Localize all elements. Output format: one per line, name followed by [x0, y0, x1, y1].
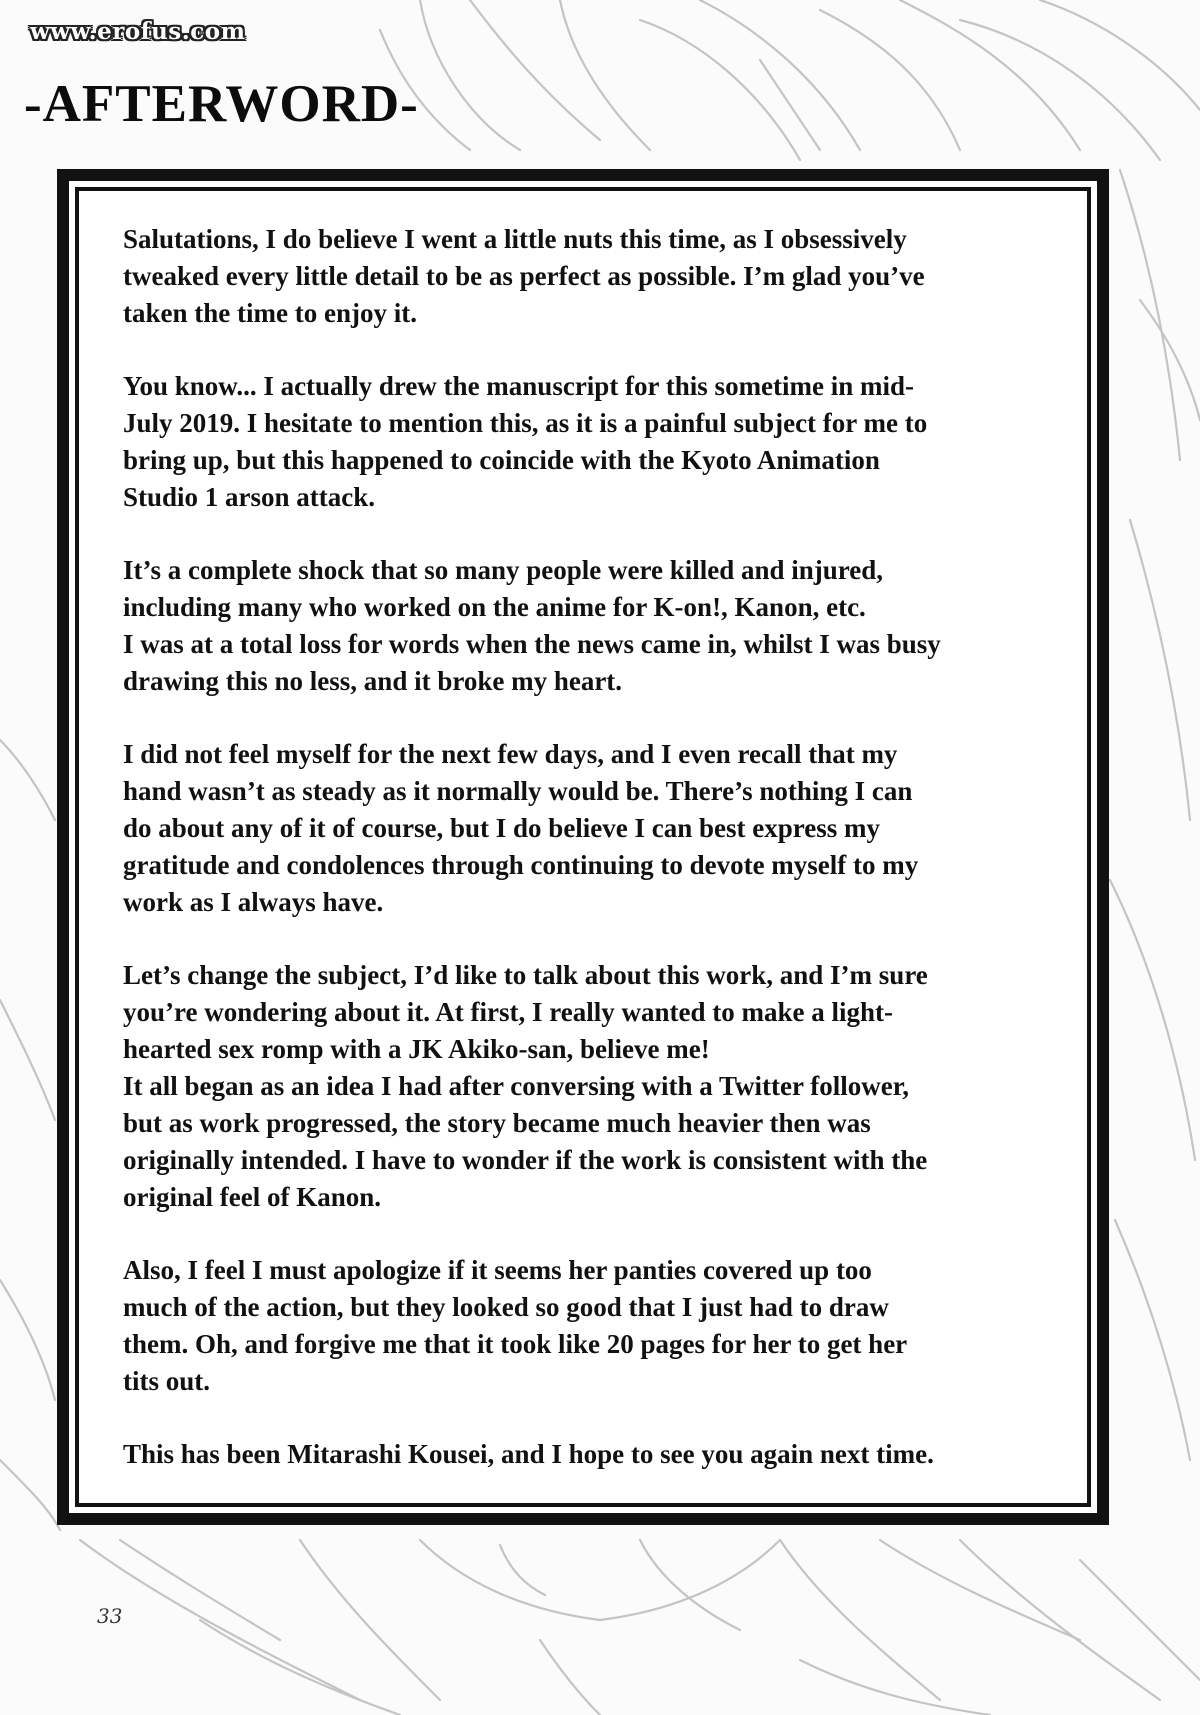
text-frame-gap — [69, 181, 1097, 1513]
afterword-paragraph — [123, 1436, 1083, 1473]
afterword-paragraph — [123, 368, 1083, 516]
paragraph-line: drawing this no less, and it broke my heart. — [123, 666, 623, 696]
afterword-text — [123, 221, 1083, 1473]
afterword-paragraph — [123, 221, 1083, 332]
paragraph-line: It all began as an idea I had after conversing with a Twitter follower, — [123, 1071, 910, 1101]
paragraph-line: Salutations, I do believe I went a little nuts this time, as I obsessively — [123, 224, 907, 254]
paragraph-line: It’s a complete shock that so many people were killed and injured, — [123, 555, 884, 585]
afterword-paragraph — [123, 552, 1083, 700]
paragraph-line: tweaked every little detail to be as perfect as possible. I’m glad you’ve — [123, 261, 925, 291]
paragraph-line: you’re wondering about it. At first, I really wanted to make a light- — [123, 997, 893, 1027]
page-number: 33 — [97, 1604, 123, 1628]
text-frame — [57, 169, 1109, 1525]
paragraph-line: originally intended. I have to wonder if the work is consistent with the — [123, 1145, 928, 1175]
paragraph-line: do about any of it of course, but I do believe I can best express my — [123, 813, 881, 843]
afterword-paragraph — [123, 957, 1083, 1216]
paragraph-line: them. Oh, and forgive me that it took like 20 pages for her to get her — [123, 1329, 908, 1359]
paragraph-line: I did not feel myself for the next few days, and I even recall that my — [123, 739, 898, 769]
paragraph-line: gratitude and condolences through continuing to devote myself to my — [123, 850, 919, 880]
page-title: -AFTERWORD- — [24, 75, 419, 133]
paragraph-line: Studio 1 arson attack. — [123, 482, 376, 512]
afterword-paragraph — [123, 736, 1083, 921]
paragraph-line: taken the time to enjoy it. — [123, 298, 417, 328]
paragraph-line: Also, I feel I must apologize if it seems her panties covered up too — [123, 1255, 872, 1285]
paragraph-line: July 2019. I hesitate to mention this, as it is a painful subject for me to — [123, 408, 928, 438]
paragraph-line: bring up, but this happened to coincide with the Kyoto Animation — [123, 445, 880, 475]
paragraph-line: tits out. — [123, 1366, 210, 1396]
paragraph-line: hand wasn’t as steady as it normally would be. There’s nothing I can — [123, 776, 913, 806]
text-frame-inner-border — [75, 187, 1091, 1507]
paragraph-line: You know... I actually drew the manuscript for this sometime in mid- — [123, 371, 915, 401]
paragraph-line: This has been Mitarashi Kousei, and I hope to see you again next time. — [123, 1439, 934, 1469]
paragraph-line: much of the action, but they looked so good that I just had to draw — [123, 1292, 889, 1322]
paragraph-line: I was at a total loss for words when the news came in, whilst I was busy — [123, 629, 941, 659]
paragraph-line: original feel of Kanon. — [123, 1182, 381, 1212]
site-watermark: www.erofus.com — [30, 18, 246, 45]
paragraph-line: work as I always have. — [123, 887, 384, 917]
paragraph-line: but as work progressed, the story became much heavier then was — [123, 1108, 871, 1138]
afterword-paragraph — [123, 1252, 1083, 1400]
paragraph-line: Let’s change the subject, I’d like to talk about this work, and I’m sure — [123, 960, 928, 990]
paragraph-line: hearted sex romp with a JK Akiko-san, believe me! — [123, 1034, 710, 1064]
paragraph-line: including many who worked on the anime for K-on!, Kanon, etc. — [123, 592, 866, 622]
